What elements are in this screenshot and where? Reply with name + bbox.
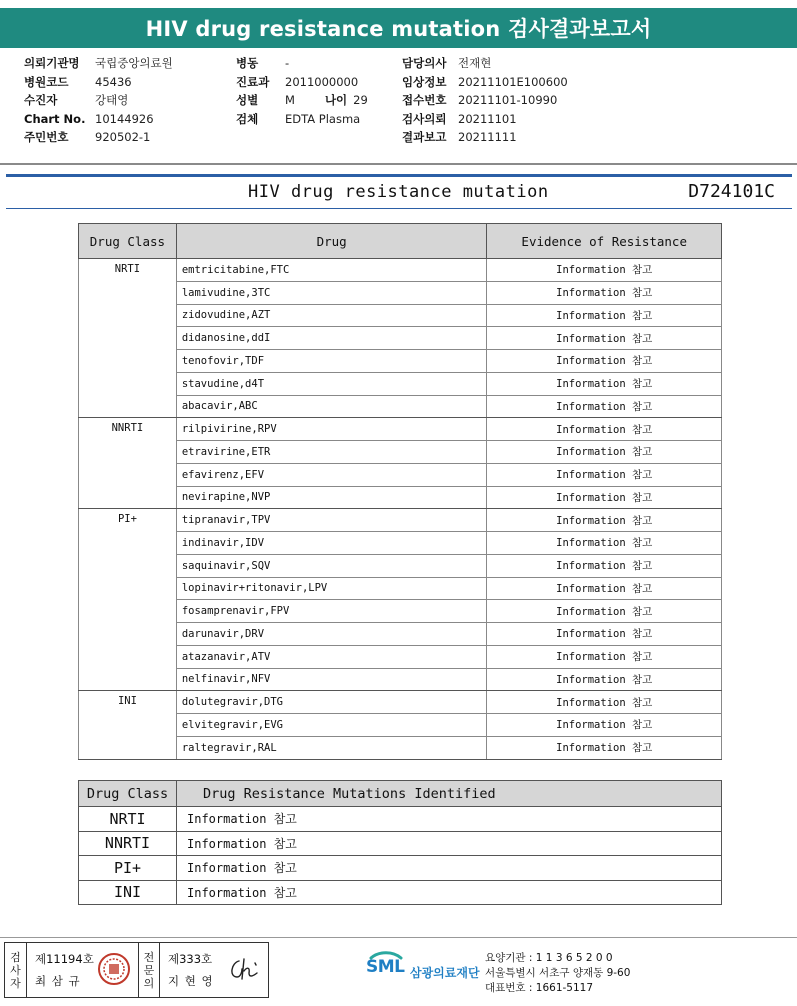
table-row [79, 856, 722, 881]
field-value: 20211101 [458, 111, 517, 126]
inspector-label: 검 사 자 [5, 943, 27, 997]
table-row [79, 831, 722, 856]
evidence-cell: Information 참고 [487, 577, 722, 600]
org-name: 삼광의료재단 [410, 966, 480, 980]
drug-cell: darunavir,DRV [176, 623, 487, 646]
evidence-cell: Information 참고 [487, 600, 722, 623]
field-label: 검사의뢰 [402, 111, 447, 126]
evidence-cell: Information 참고 [487, 372, 722, 395]
evidence-cell: Information 참고 [487, 623, 722, 646]
col-header-drug: Drug [176, 224, 487, 259]
signature-box [4, 942, 269, 998]
evidence-cell: Information 참고 [487, 441, 722, 464]
mutation-cell: Information 참고 [177, 880, 722, 905]
evidence-cell: Information 참고 [487, 714, 722, 737]
ward-label: 병동 [236, 56, 259, 70]
evidence-cell: Information 참고 [487, 463, 722, 486]
patient-info-col2 [236, 54, 368, 128]
drug-cell: dolutegravir,DTG [176, 691, 487, 714]
drug-class-cell: INI [79, 880, 177, 905]
patient-info-col3 [402, 54, 568, 147]
evidence-cell: Information 참고 [487, 554, 722, 577]
evidence-cell: Information 참고 [487, 645, 722, 668]
specialist-name: 지 현 영 [168, 974, 214, 988]
field-label: 주민번호 [24, 130, 69, 144]
mutations-table-body [79, 807, 722, 905]
header-divider [0, 163, 797, 165]
drug-cell: fosamprenavir,FPV [176, 600, 487, 623]
dept-value: 2011000000 [285, 74, 359, 89]
evidence-cell: Information 참고 [487, 668, 722, 691]
mutations-table [78, 780, 722, 905]
lab-info-line: 요양기관 : 1 1 3 6 5 2 0 0 [485, 952, 613, 964]
col-header-mutations: Drug Resistance Mutations Identified [177, 781, 722, 807]
specialist-label: 전 문 의 [138, 943, 160, 997]
table-row [79, 880, 722, 905]
field-label: 접수번호 [402, 93, 447, 107]
evidence-cell: Information 참고 [487, 304, 722, 327]
evidence-cell: Information 참고 [487, 691, 722, 714]
drug-cell: lamivudine,3TC [176, 281, 487, 304]
drug-class-cell: NRTI [79, 807, 177, 832]
field-label: Chart No. [24, 111, 86, 126]
drug-cell: tenofovir,TDF [176, 350, 487, 373]
col-header-drug-class: Drug Class [79, 224, 177, 259]
table-row [79, 418, 722, 441]
section-title: HIV drug resistance mutation [248, 182, 549, 202]
table-row [79, 807, 722, 832]
table-row [79, 509, 722, 532]
evidence-cell: Information 참고 [487, 418, 722, 441]
field-label: 의뢰기관명 [24, 56, 80, 70]
resistance-table [78, 223, 722, 760]
signature-icon [227, 955, 263, 983]
drug-cell: indinavir,IDV [176, 532, 487, 555]
drug-cell: tipranavir,TPV [176, 509, 487, 532]
field-value: 920502-1 [95, 130, 151, 144]
drug-cell: nelfinavir,NFV [176, 668, 487, 691]
table-row [79, 259, 722, 282]
lab-info-line: 서울특별시 서초구 양재동 9-60 [485, 967, 631, 979]
specimen-value: EDTA Plasma [285, 111, 361, 126]
mutation-cell: Information 참고 [177, 807, 722, 832]
table-row [79, 691, 722, 714]
field-label: 결과보고 [402, 130, 447, 144]
sex-label: 성별 [236, 93, 259, 107]
resistance-table-body [79, 259, 722, 760]
drug-class-cell: PI+ [79, 856, 177, 881]
field-value: 강태영 [95, 93, 129, 107]
drug-cell: emtricitabine,FTC [176, 259, 487, 282]
lab-info [485, 951, 630, 996]
drug-cell: abacavir,ABC [176, 395, 487, 418]
field-value: 국립중앙의료원 [95, 56, 173, 70]
drug-cell: stavudine,d4T [176, 372, 487, 395]
sex-value: M [285, 93, 295, 107]
lab-info-line: 대표번호 : 1661-5117 [485, 982, 594, 994]
drug-cell: raltegravir,RAL [176, 736, 487, 759]
evidence-cell: Information 참고 [487, 281, 722, 304]
inspector-name: 최 삼 규 [35, 974, 81, 988]
field-value: 20211101-10990 [458, 93, 558, 107]
drug-cell: efavirenz,EFV [176, 463, 487, 486]
field-label: 담당의사 [402, 56, 447, 70]
field-value: 20211111 [458, 130, 517, 144]
evidence-cell: Information 참고 [487, 532, 722, 555]
evidence-cell: Information 참고 [487, 327, 722, 350]
seal-stamp-icon [97, 952, 131, 986]
inspector-license: 제11194호 [35, 952, 94, 966]
drug-cell: etravirine,ETR [176, 441, 487, 464]
drug-cell: elvitegravir,EVG [176, 714, 487, 737]
age-label: 나이 [324, 93, 348, 107]
drug-cell: didanosine,ddI [176, 327, 487, 350]
field-label: 수진자 [24, 93, 58, 107]
drug-class-cell: NRTI [79, 259, 177, 418]
field-label: 병원코드 [24, 74, 69, 89]
col-header-evidence: Evidence of Resistance [487, 224, 722, 259]
drug-class-cell: INI [79, 691, 177, 759]
field-value: 전재현 [458, 56, 492, 70]
mutation-cell: Information 참고 [177, 856, 722, 881]
footer-divider [0, 937, 797, 938]
evidence-cell: Information 참고 [487, 486, 722, 509]
specimen-label: 검체 [236, 111, 259, 126]
mutation-cell: Information 참고 [177, 831, 722, 856]
ward-value: - [285, 56, 290, 70]
drug-cell: nevirapine,NVP [176, 486, 487, 509]
age-value: 29 [353, 93, 368, 107]
field-value: 45436 [95, 74, 132, 89]
drug-class-cell: PI+ [79, 509, 177, 691]
drug-cell: zidovudine,AZT [176, 304, 487, 327]
field-value: 10144926 [95, 111, 154, 126]
evidence-cell: Information 참고 [487, 509, 722, 532]
col-header-drug-class: Drug Class [79, 781, 177, 807]
drug-cell: lopinavir+ritonavir,LPV [176, 577, 487, 600]
report-title: HIV drug resistance mutation 검사결과보고서 [0, 8, 797, 48]
org-short-name: SML [366, 957, 405, 977]
evidence-cell: Information 참고 [487, 259, 722, 282]
section-rule-bottom [6, 208, 792, 209]
specialist-license: 제333호 [168, 952, 213, 966]
drug-cell: atazanavir,ATV [176, 645, 487, 668]
evidence-cell: Information 참고 [487, 350, 722, 373]
patient-info-col1 [24, 54, 173, 147]
evidence-cell: Information 참고 [487, 395, 722, 418]
field-label: 임상정보 [402, 74, 447, 89]
evidence-cell: Information 참고 [487, 736, 722, 759]
section-rule-top [6, 174, 792, 177]
drug-class-cell: NNRTI [79, 418, 177, 509]
dept-label: 진료과 [236, 74, 270, 89]
section-code: D724101C [688, 181, 775, 202]
drug-class-cell: NNRTI [79, 831, 177, 856]
drug-cell: rilpivirine,RPV [176, 418, 487, 441]
field-value: 20211101E100600 [458, 74, 568, 89]
drug-cell: saquinavir,SQV [176, 554, 487, 577]
